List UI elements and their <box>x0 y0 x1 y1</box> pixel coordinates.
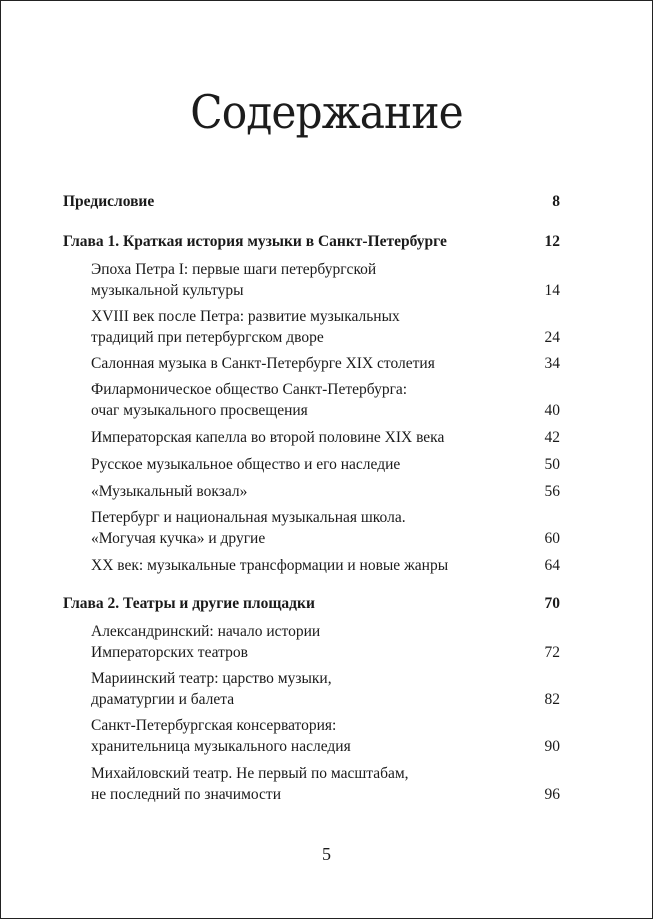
toc-entry <box>63 555 560 576</box>
toc-entry-line: «Могучая кучка» и другие <box>91 530 266 547</box>
toc-page-number: 72 <box>544 644 560 661</box>
toc-entry-chapter-1 <box>63 231 560 252</box>
toc-entry-chapter-2 <box>63 593 560 614</box>
toc-entry <box>63 379 560 421</box>
toc-entry-line: музыкальной культуры <box>91 282 244 299</box>
toc-page-number: 82 <box>544 691 560 708</box>
toc-page-number: 8 <box>552 193 560 210</box>
toc-entry <box>63 715 560 757</box>
toc-entry-line: Императорская капелла во второй половине XIX века <box>91 429 445 446</box>
toc-page-number: 34 <box>544 355 560 372</box>
toc-entry <box>63 621 560 663</box>
toc-page-number: 64 <box>544 557 560 574</box>
toc-page-number: 50 <box>544 456 560 473</box>
toc-entry-line: Эпоха Петра I: первые шаги петербургской <box>91 261 377 278</box>
toc-entry-line: Мариинский театр: царство музыки, <box>91 670 332 687</box>
toc-entry-line: Петербург и национальная музыкальная школа. <box>91 509 406 526</box>
toc-page-number: 24 <box>544 329 560 346</box>
toc-page-number: 56 <box>544 483 560 500</box>
toc-entry <box>63 507 560 549</box>
toc-entry-line: Санкт-Петербургская консерватория: <box>91 717 337 734</box>
toc-entry <box>63 481 560 502</box>
toc-entry-line: XX век: музыкальные трансформации и новые жанры <box>91 557 449 574</box>
toc-entry-line: очаг музыкального просвещения <box>91 402 308 419</box>
toc-entry <box>63 306 560 348</box>
toc-entry <box>63 668 560 710</box>
toc-entry <box>63 763 560 805</box>
toc-entry-line: XVIII век после Петра: развитие музыкальных <box>91 308 400 325</box>
toc-entry <box>63 353 560 374</box>
toc-entry-line: Салонная музыка в Санкт-Петербурге XIX столетия <box>91 355 435 372</box>
toc-page-number: 96 <box>544 786 560 803</box>
toc-page-number: 12 <box>544 233 560 250</box>
toc-entry <box>63 259 560 301</box>
toc-page-number: 14 <box>544 282 560 299</box>
toc-page-number: 40 <box>544 402 560 419</box>
toc-entry-line: хранительница музыкального наследия <box>91 738 351 755</box>
page-number: 5 <box>322 844 331 864</box>
toc-entry <box>63 427 560 448</box>
toc-entry <box>63 454 560 475</box>
toc-entry-line: драматургии и балета <box>91 691 235 708</box>
toc-page-number: 70 <box>544 595 560 612</box>
toc-entry-line: Александринский: начало истории <box>91 623 321 640</box>
toc-entry-line: традиций при петербургском дворе <box>91 329 324 346</box>
toc-page-number: 90 <box>544 738 560 755</box>
toc-entry-line: Русское музыкальное общество и его наследие <box>91 456 401 473</box>
toc-entry-line: Михайловский театр. Не первый по масштабам, <box>91 765 409 782</box>
toc-entry-line: не последний по значимости <box>91 786 281 803</box>
toc-entry-line: Филармоническое общество Санкт-Петербурга: <box>91 381 408 398</box>
toc-entry-line: Глава 1. Краткая история музыки в Санкт-Петербурге <box>63 233 447 250</box>
toc-page-number: 60 <box>544 530 560 547</box>
toc-entry-line: «Музыкальный вокзал» <box>91 483 248 500</box>
toc-entry-line: Предисловие <box>63 193 155 210</box>
toc-page-number: 42 <box>544 429 560 446</box>
toc-entry-line: Императорских театров <box>91 644 248 661</box>
toc-entry-line: Глава 2. Театры и другие площадки <box>63 595 315 612</box>
page-title: Содержание <box>190 85 463 139</box>
toc-entry-preface <box>63 191 560 212</box>
